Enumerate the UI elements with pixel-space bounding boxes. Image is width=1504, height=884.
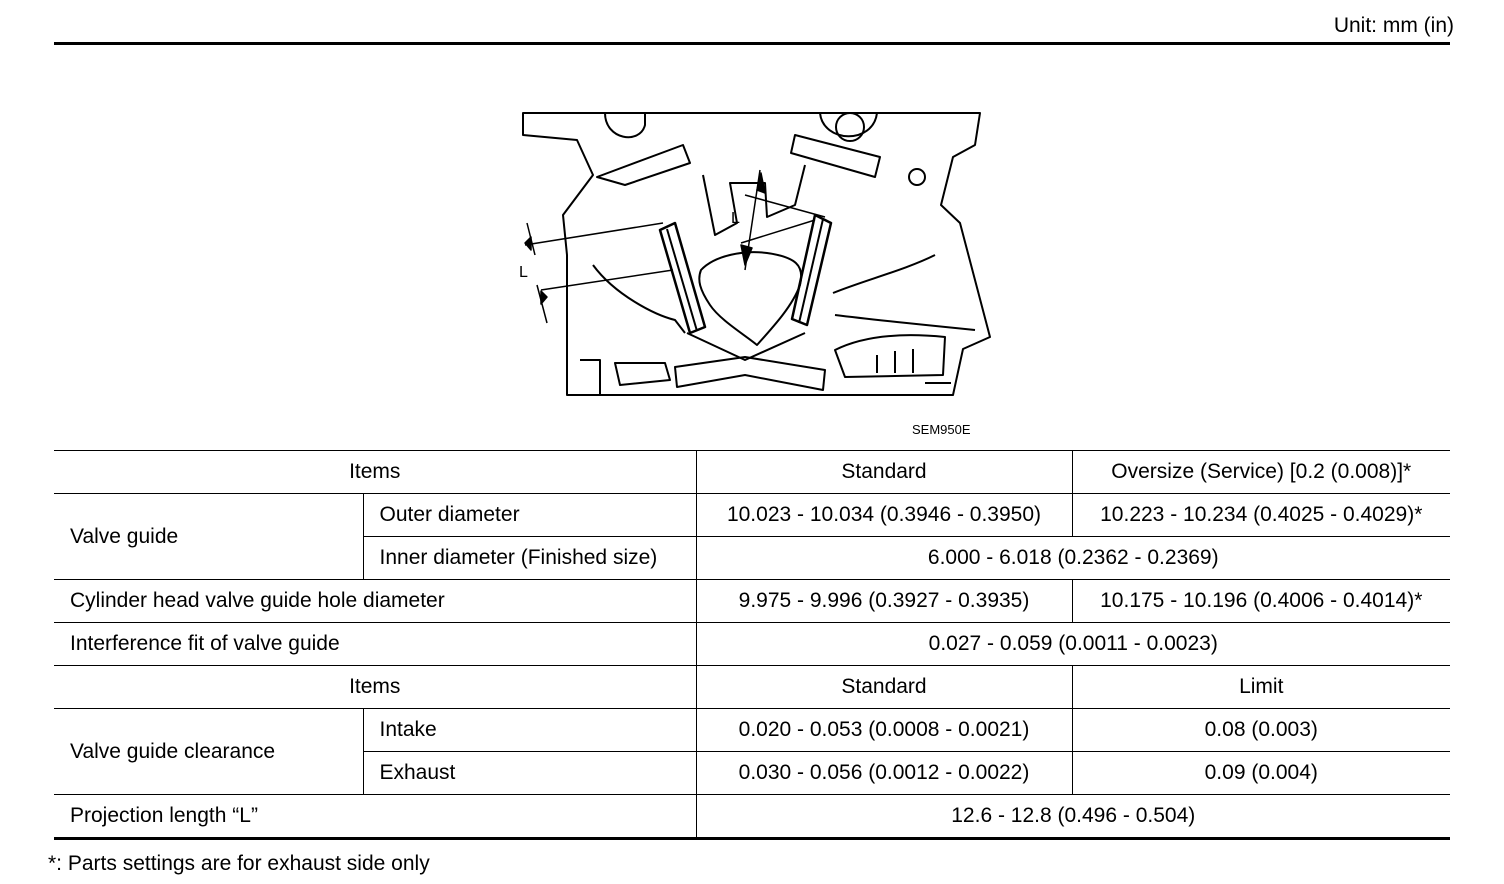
exhaust-label: Exhaust xyxy=(363,752,696,795)
intake-limit: 0.08 (0.003) xyxy=(1072,709,1450,752)
table-row xyxy=(54,623,1450,666)
outer-diameter-oversize: 10.223 - 10.234 (0.4025 - 0.4029)* xyxy=(1072,494,1450,537)
clearance-label: Valve guide clearance xyxy=(54,709,363,795)
header-items: Items xyxy=(54,451,696,494)
table-row xyxy=(54,795,1450,839)
header-standard: Standard xyxy=(696,451,1072,494)
valve-guide-label: Valve guide xyxy=(54,494,363,580)
cylinder-head-diagram xyxy=(505,105,1005,405)
outer-diameter-standard: 10.023 - 10.034 (0.3946 - 0.3950) xyxy=(696,494,1072,537)
unit-label: Unit: mm (in) xyxy=(1333,14,1454,37)
exhaust-standard: 0.030 - 0.056 (0.0012 - 0.0022) xyxy=(696,752,1072,795)
header-oversize: Oversize (Service) [0.2 (0.008)]* xyxy=(1072,451,1450,494)
table-header-row xyxy=(54,666,1450,709)
interference-fit-label: Interference fit of valve guide xyxy=(54,623,696,666)
inner-diameter-label: Inner diameter (Finished size) xyxy=(363,537,696,580)
header-items-2: Items xyxy=(54,666,696,709)
header-standard-2: Standard xyxy=(696,666,1072,709)
dimension-label-right: L xyxy=(731,210,740,227)
valve-guide-spec-table xyxy=(54,450,1450,840)
hole-diameter-standard: 9.975 - 9.996 (0.3927 - 0.3935) xyxy=(696,580,1072,623)
table-header-row xyxy=(54,451,1450,494)
projection-length-value: 12.6 - 12.8 (0.496 - 0.504) xyxy=(696,795,1450,839)
intake-label: Intake xyxy=(363,709,696,752)
top-rule xyxy=(54,42,1450,45)
exhaust-limit: 0.09 (0.004) xyxy=(1072,752,1450,795)
inner-diameter-value: 6.000 - 6.018 (0.2362 - 0.2369) xyxy=(696,537,1450,580)
intake-standard: 0.020 - 0.053 (0.0008 - 0.0021) xyxy=(696,709,1072,752)
interference-fit-value: 0.027 - 0.059 (0.0011 - 0.0023) xyxy=(696,623,1450,666)
hole-diameter-label: Cylinder head valve guide hole diameter xyxy=(54,580,696,623)
hole-diameter-oversize: 10.175 - 10.196 (0.4006 - 0.4014)* xyxy=(1072,580,1450,623)
header-limit: Limit xyxy=(1072,666,1450,709)
outer-diameter-label: Outer diameter xyxy=(363,494,696,537)
footnote: *: Parts settings are for exhaust side only xyxy=(48,852,430,875)
dimension-label-left: L xyxy=(519,264,528,281)
table-row xyxy=(54,709,1450,752)
projection-length-label: Projection length “L” xyxy=(54,795,696,839)
table-row xyxy=(54,580,1450,623)
table-row xyxy=(54,494,1450,537)
figure-code: SEM950E xyxy=(912,422,971,437)
